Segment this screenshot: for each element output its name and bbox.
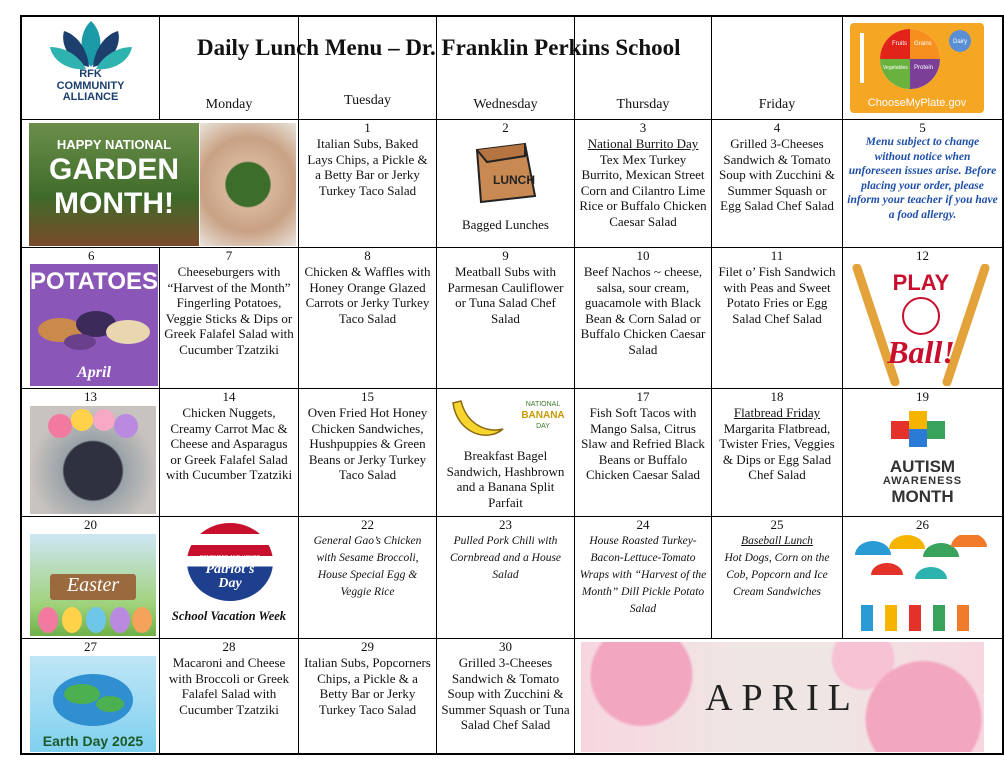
patriot-line-1: Patriot's <box>205 562 255 577</box>
cell-apr-18 <box>712 389 843 517</box>
date-number: 25 <box>770 517 784 532</box>
menu-text: Tex Mex Turkey Burrito, Mexican Street Corn and Cilantro Lime Rice or Buffalo Chicken Caesar Salad <box>579 151 707 229</box>
cell-apr-3 <box>575 120 712 248</box>
menu-text: Grilled 3-Cheeses Sandwich & Tomato Soup with Zucchini & Summer Squash or Egg Salad Chef Salad <box>719 136 835 214</box>
date-number: 4 <box>773 120 781 135</box>
april-banner-text: APRIL <box>705 677 860 719</box>
menu-block <box>712 532 842 601</box>
date-number: 29 <box>361 639 374 654</box>
myplate-caption: ChooseMyPlate.gov <box>867 97 967 109</box>
play-ball-image <box>851 264 991 386</box>
banana-day-line-3: DAY <box>536 423 550 430</box>
header-tuesday <box>299 17 437 120</box>
date-number: 15 <box>361 389 374 404</box>
cell-apr-14 <box>160 389 299 517</box>
cell-apr-16 <box>437 389 575 517</box>
patriot-top-text: REMEMBER AND HONOR <box>199 555 261 561</box>
date-number: 26 <box>916 517 929 532</box>
cell-apr-23 <box>437 517 575 639</box>
menu-text: Bagged Lunches <box>461 217 549 232</box>
cell-apr-30 <box>437 639 575 753</box>
date-number: 5 <box>919 120 926 135</box>
myplate-dairy-label: Dairy <box>953 39 968 45</box>
menu-text: Fish Soft Tacos with Mango Salsa, Citrus Slaw and Refried Black Beans or Buffalo Chicken Caesar Salad <box>581 405 705 483</box>
play-text: PLAY <box>892 270 950 295</box>
cell-apr-11 <box>712 248 843 389</box>
header-wednesday <box>437 17 575 120</box>
cell-apr-27 <box>22 639 160 753</box>
allergy-notice: Menu subject to change without notice when unforeseen issues arise. Before placing your order, please inform your teacher if you have a food allergy. <box>847 136 998 221</box>
menu-text: Chicken & Waffles with Honey Orange Glazed Carrots or Jerky Turkey Taco Salad <box>304 264 431 326</box>
myplate-grains-label: Grains <box>914 41 932 47</box>
date-number: 30 <box>499 639 512 654</box>
menu-text: Breakfast Bagel Sandwich, Hashbrown and a Banana Split Parfait <box>446 448 565 510</box>
menu-text: Italian Subs, Popcorners Chips, a Pickle & a Betty Bar or Jerky Turkey Taco Salad <box>304 655 431 717</box>
menu-text: Italian Subs, Baked Lays Chips, a Pickle & a Betty Bar or Jerky Turkey Taco Salad <box>307 136 428 198</box>
cell-apr-5 <box>843 120 1002 248</box>
cell-apr-29 <box>299 639 437 753</box>
menu-text: General Gao’s Chicken with Sesame Broccoli, House Special Egg & Veggie Rice <box>313 535 422 598</box>
vacation-label: School Vacation Week <box>171 609 287 623</box>
potatoes-title: POTATOES <box>30 268 158 295</box>
cell-apr-8 <box>299 248 437 389</box>
earth-day-text: Earth Day 2025 <box>42 733 144 749</box>
myplate-fruits-label: Fruits <box>892 41 907 47</box>
cell-apr-22 <box>299 517 437 639</box>
autism-line-1: AUTISM <box>889 457 956 476</box>
bag-label: LUNCH <box>493 173 535 187</box>
logo-line-2: COMMUNITY <box>56 79 125 92</box>
menu-text: Beef Nachos ~ cheese, salsa, sour cream, guacamole with Black Bean & Corn Salad or Buffalo Chicken Caesar Salad <box>580 264 706 357</box>
menu-text: Pulled Pork Chili with Cornbread and a House Salad <box>449 535 562 581</box>
menu-text: House Roasted Turkey-Bacon-Lettuce-Tomato Wraps with “Harvest of the Month” Dill Pickle Potato Salad <box>579 535 707 615</box>
cell-apr-10 <box>575 248 712 389</box>
date-number: 20 <box>84 517 97 532</box>
date-number: 23 <box>499 517 512 532</box>
menu-text: Meatball Subs with Parmesan Cauliflower or Tuna Salad Chef Salad <box>447 264 564 326</box>
umbrellas-boots-icon <box>851 535 991 635</box>
cell-apr-9 <box>437 248 575 389</box>
cell-apr-25 <box>712 517 843 639</box>
lunch-bag-icon <box>465 140 545 204</box>
cell-apr-21 <box>160 517 299 639</box>
potatoes-subtitle: April <box>77 364 111 381</box>
april-banner-cell <box>575 639 1002 753</box>
april-banner-image <box>581 642 984 752</box>
menu-text: Cheeseburgers with “Harvest of the Month” Fingerling Potatoes, Veggie Sticks & Dips or Greek Falafel Salad with Cucumber Tzatziki <box>164 264 294 357</box>
easter-eggs-icon <box>30 604 156 634</box>
myplate-icon <box>850 23 984 95</box>
dog-flowers-image <box>30 406 156 514</box>
page-title: Daily Lunch Menu – Dr. Franklin Perkins School <box>197 35 681 60</box>
date-number: 18 <box>770 389 784 404</box>
day-label-wednesday: Wednesday <box>473 97 538 112</box>
menu-text: Chicken Nuggets, Creamy Carrot Mac & Cheese and Asparagus or Greek Falafel Salad with Cucumber Tzatziki <box>165 405 293 483</box>
puzzle-pieces-icon <box>887 409 957 453</box>
easter-image <box>30 534 156 636</box>
myplate-image <box>850 23 984 113</box>
menu-text: Grilled 3-Cheeses Sandwich & Tomato Soup with Zucchini & Summer Squash or Tuna Salad Chef Salad <box>441 655 570 733</box>
cell-apr-20 <box>22 517 160 639</box>
day-label-thursday: Thursday <box>616 97 670 112</box>
cell-apr-24 <box>575 517 712 639</box>
banana-icon <box>447 393 507 445</box>
garden-month-image <box>29 123 199 246</box>
date-number: 27 <box>84 639 97 654</box>
date-number: 7 <box>225 248 233 263</box>
flower-crown-icon <box>30 406 156 446</box>
date-number: 8 <box>364 248 371 263</box>
date-number: 12 <box>916 248 929 263</box>
autism-line-3: MONTH <box>891 487 954 506</box>
garden-month-image-cell <box>22 120 299 248</box>
earth-globe-icon <box>30 660 156 730</box>
cell-apr-19 <box>843 389 1002 517</box>
ball-text: Ball! <box>887 334 955 370</box>
logo-cell <box>22 17 160 120</box>
date-number: 28 <box>222 639 236 654</box>
date-number: 13 <box>84 389 97 404</box>
cell-apr-12 <box>843 248 1002 389</box>
date-number: 2 <box>502 120 509 135</box>
myplate-vegetables-label: Vegetables <box>883 65 908 71</box>
cell-apr-13 <box>22 389 160 517</box>
header-thursday <box>575 17 712 120</box>
date-number: 19 <box>916 389 929 404</box>
cell-apr-6 <box>22 248 160 389</box>
logo-line-3: ALLIANCE <box>62 91 119 103</box>
cell-apr-15 <box>299 389 437 517</box>
autism-line-2: AWARENESS <box>882 475 963 487</box>
cell-apr-2 <box>437 120 575 248</box>
date-number: 9 <box>502 248 509 263</box>
date-number: 22 <box>361 517 374 532</box>
banana-day-line-2: BANANA <box>521 410 565 421</box>
patriot-line-2: Day <box>218 576 242 591</box>
potatoes-icon <box>30 296 158 356</box>
earth-day-image <box>30 656 156 752</box>
menu-text: Oven Fried Hot Honey Chicken Sandwiches, Hushpuppies & Green Beans or Jerky Turkey Taco Salad <box>307 405 428 483</box>
cell-apr-1 <box>299 120 437 248</box>
cell-apr-28 <box>160 639 299 753</box>
date-number: 6 <box>88 248 95 263</box>
cell-apr-17 <box>575 389 712 517</box>
garden-image-line-2: GARDEN <box>48 153 179 186</box>
event-heading: National Burrito Day <box>587 136 699 151</box>
myplate-cell <box>843 17 1002 120</box>
day-label-monday: Monday <box>205 97 253 112</box>
date-number: 1 <box>364 120 371 135</box>
cell-apr-7 <box>160 248 299 389</box>
garden-image-line-3: MONTH! <box>54 187 174 220</box>
date-number: 10 <box>636 248 650 263</box>
menu-block <box>712 404 842 483</box>
potatoes-image <box>30 264 158 386</box>
banana-day-line-1: NATIONAL <box>525 401 561 408</box>
myplate-protein-label: Protein <box>914 65 934 71</box>
cell-apr-26 <box>843 517 1002 639</box>
date-number: 11 <box>770 248 784 263</box>
easter-text: Easter <box>66 574 120 596</box>
date-number: 3 <box>639 120 647 135</box>
menu-text: Filet o’ Fish Sandwich with Peas and Sweet Potato Fries or Egg Salad Chef Salad <box>718 264 836 326</box>
event-heading: Flatbread Friday <box>733 405 821 420</box>
menu-text: Margarita Flatbread, Twister Fries, Veggies & Dips or Egg Salad Chef Salad <box>719 420 835 483</box>
menu-text: Macaroni and Cheese with Broccoli or Greek Falafel Salad with Cucumber Tzatziki <box>168 655 290 717</box>
date-number: 14 <box>222 389 236 404</box>
date-number: 24 <box>636 517 650 532</box>
header-friday <box>712 17 843 120</box>
patriots-day-image <box>187 523 273 601</box>
menu-block <box>575 135 711 230</box>
date-number: 17 <box>636 389 650 404</box>
menu-text: Hot Dogs, Corn on the Cob, Popcorn and Ice Cream Sandwiches <box>724 552 830 598</box>
hands-heart-image <box>200 123 296 246</box>
day-label-tuesday: Tuesday <box>344 93 391 108</box>
cell-apr-4 <box>712 120 843 248</box>
header-monday <box>160 17 299 120</box>
event-heading: Baseball Lunch <box>741 535 813 547</box>
day-label-friday: Friday <box>758 97 796 112</box>
lunch-menu-calendar <box>20 15 1004 755</box>
logo-line-1: RFK <box>79 68 102 80</box>
garden-image-line-1: HAPPY NATIONAL <box>56 137 172 152</box>
